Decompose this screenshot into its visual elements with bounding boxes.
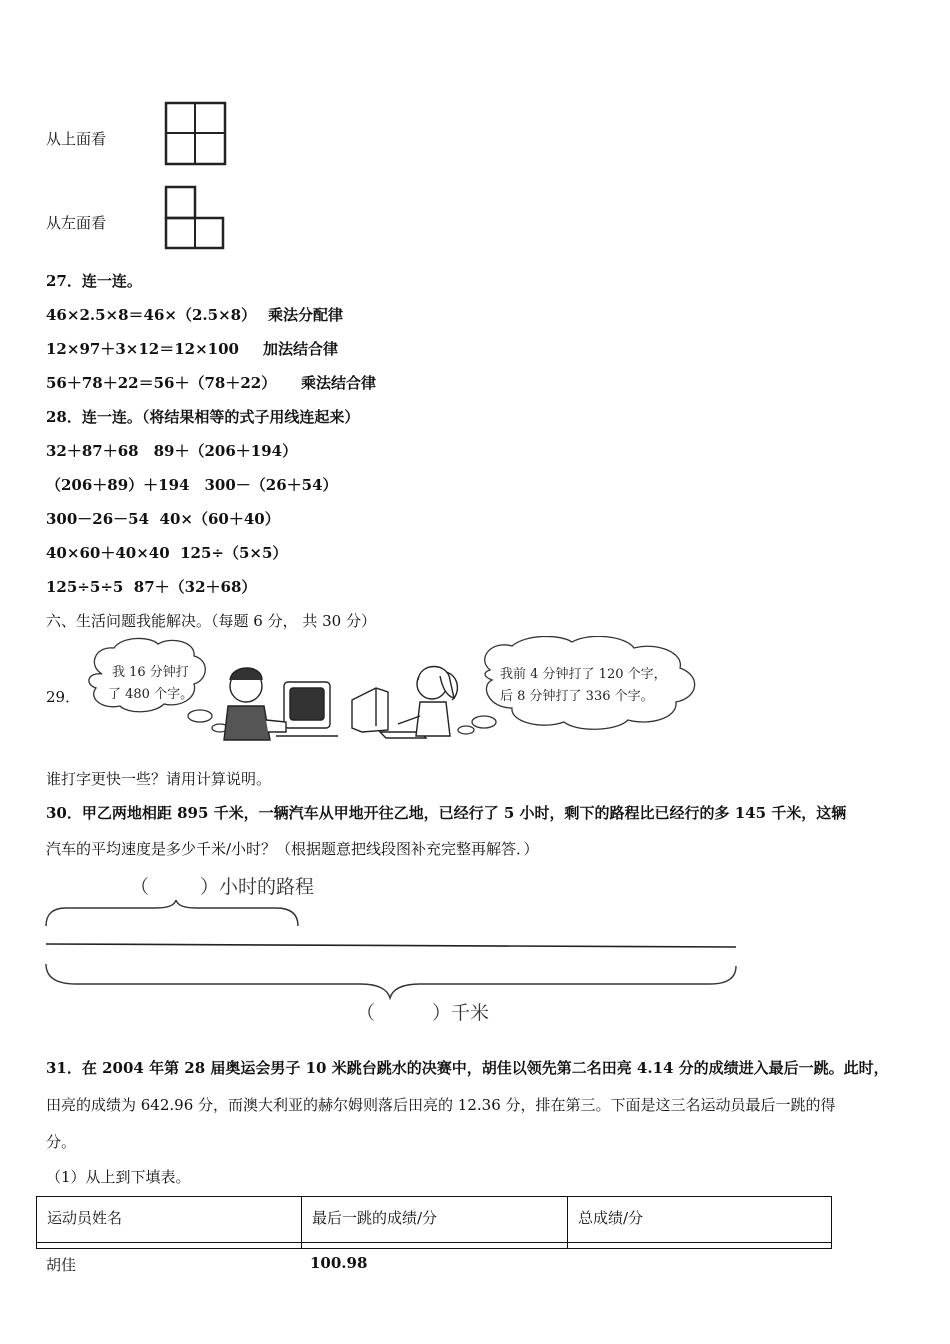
bottom-brace <box>46 964 736 998</box>
table-header-row <box>37 1197 832 1243</box>
row1-name: 胡佳 <box>46 1256 77 1274</box>
q30-top-label-open: （ <box>130 876 150 898</box>
header-total <box>568 1197 832 1243</box>
q28-row-3: 300－26－54 40×（60＋40） <box>46 510 280 528</box>
q28-row-4: 40×60＋40×40 125÷（5×5） <box>46 544 288 562</box>
q31-line-3: 分。 <box>46 1133 77 1151</box>
table-cell <box>302 1243 568 1249</box>
top-view-figure <box>164 101 228 167</box>
view-top-label: 从上面看 <box>46 130 107 148</box>
q27-expr-3: 56＋78＋22＝56＋（78＋22） <box>46 374 277 392</box>
q27-law-3: 乘法结合律 <box>301 374 377 392</box>
right-thought-bubble <box>458 636 695 734</box>
header-last-jump-text: 最后一跳的成绩/分 <box>312 1209 438 1227</box>
q28-title: 28．连一连。（将结果相等的式子用线连起来） <box>46 408 360 426</box>
q28-row-1: 32＋87＋68 89＋（206＋194） <box>46 442 298 460</box>
q30-top-label-close: ）小时的路程 <box>200 876 315 898</box>
q31-sub-1: （1）从上到下填表。 <box>46 1168 191 1186</box>
q29-question: 谁打字更快一些？请用计算说明。 <box>46 770 272 788</box>
girl-at-computer-image <box>352 667 457 739</box>
q27-expr-2: 12×97＋3×12＝12×100 <box>46 340 239 358</box>
q28-row-2: （206＋89）＋194 300－（26＋54） <box>46 476 338 494</box>
q29-number: 29． <box>46 688 81 706</box>
view-left-label: 从左面看 <box>46 214 107 232</box>
q31-line-2: 田亮的成绩为 642.96 分，而澳大利亚的赫尔姆则落后田亮的 12.36 分，排在第三。下面是这三名运动员最后一跳的得 <box>46 1096 836 1114</box>
q30-bottom-label-open: （ <box>356 1002 376 1024</box>
q30-segment-diagram <box>40 900 740 1000</box>
header-name <box>37 1197 302 1243</box>
left-thought-bubble <box>89 638 228 732</box>
header-total-text: 总成绩/分 <box>578 1209 644 1227</box>
header-name-text: 运动员姓名 <box>47 1209 123 1227</box>
q27-law-2: 加法结合律 <box>263 340 339 358</box>
right-bubble-line-1: 我前 4 分钟打了 120 个字， <box>500 667 667 682</box>
header-last-jump <box>302 1197 568 1243</box>
score-table <box>36 1196 832 1249</box>
q27-title: 27．连一连。 <box>46 272 142 290</box>
q31-line-1: 31．在 2004 年第 28 届奥运会男子 10 米跳台跳水的决赛中，胡佳以领先第二名田亮 4.14 分的成绩进入最后一跳。此时， <box>46 1059 889 1077</box>
q30-line-2: 汽车的平均速度是多少千米/小时？（根据题意把线段图补充完整再解答．） <box>46 840 539 858</box>
table-row <box>37 1243 832 1249</box>
boy-at-computer-image <box>224 668 338 740</box>
q30-line-1: 30．甲乙两地相距 895 千米，一辆汽车从甲地开往乙地，已经行了 5 小时，剩下的路程比已经行的多 145 千米，这辆 <box>46 804 847 822</box>
right-bubble-line-2: 后 8 分钟打了 336 个字。 <box>500 689 654 704</box>
left-bubble-line-1: 我 16 分钟打 <box>112 665 189 680</box>
left-bubble-line-2: 了 480 个字。 <box>108 687 194 702</box>
left-view-figure <box>164 185 226 251</box>
section-6-title: 六、生活问题我能解决。（每题 6 分， 共 30 分） <box>46 612 376 630</box>
table-cell <box>568 1243 832 1249</box>
row1-last-jump: 100.98 <box>310 1254 368 1272</box>
q30-bottom-label-close: ）千米 <box>432 1002 490 1024</box>
q27-law-1: 乘法分配律 <box>268 306 344 324</box>
q27-expr-1: 46×2.5×8＝46×（2.5×8） <box>46 306 257 324</box>
q28-row-5: 125÷5÷5 87＋（32＋68） <box>46 578 257 596</box>
q29-illustration <box>80 636 705 744</box>
table-cell <box>37 1243 302 1249</box>
segment-line <box>46 944 736 947</box>
top-brace <box>46 900 298 926</box>
